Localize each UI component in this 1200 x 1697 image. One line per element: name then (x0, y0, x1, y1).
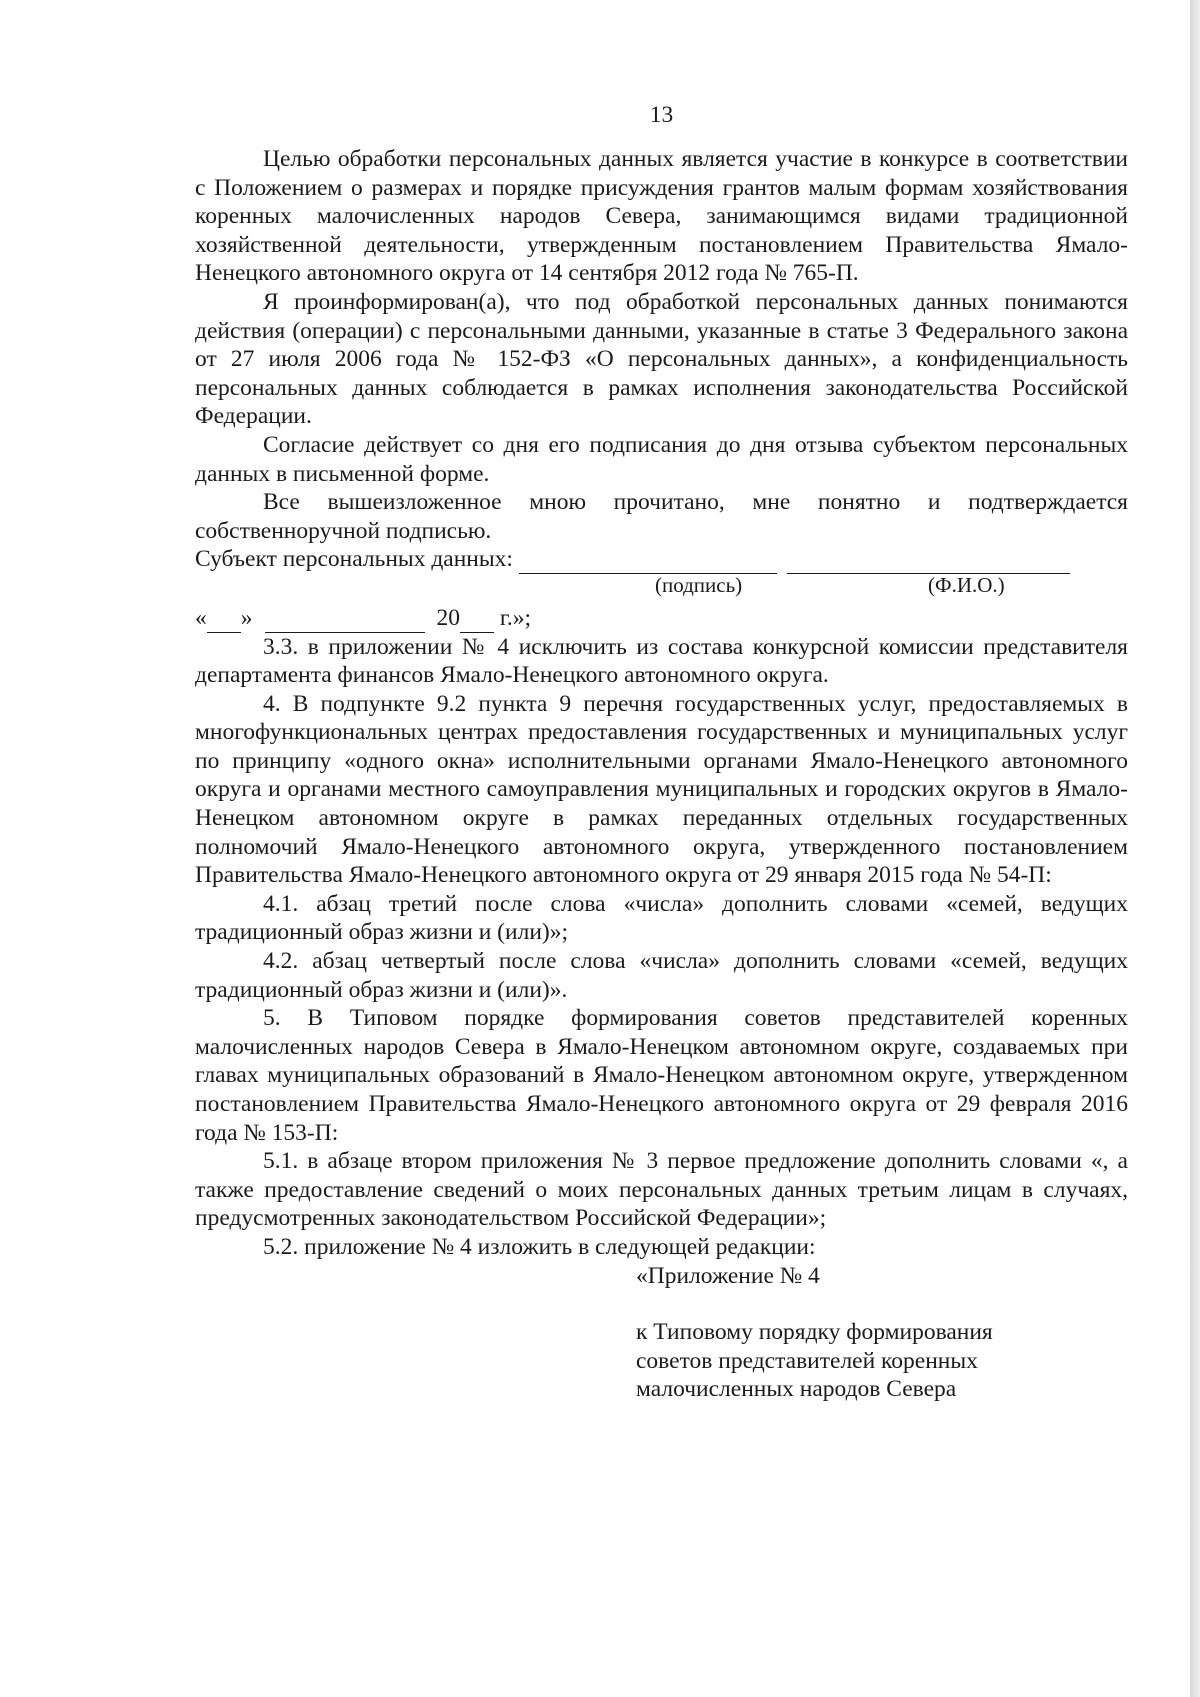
date-line (195, 604, 1128, 633)
paragraph-confirmation: Все вышеизложенное мною прочитано, мне понятно и подтверждается собственноручной подписью. (195, 489, 1128, 544)
page-number: 13 (649, 102, 674, 128)
name-caption: (Ф.И.О.) (928, 572, 1005, 597)
paragraph-3-3: 3.3. в приложении № 4 исключить из состава конкурсной комиссии представителя департамента финансов Ямало-Ненецкого автономного округа. (195, 633, 1128, 689)
page-edge-shadow (1190, 0, 1200, 1697)
year-blank (460, 610, 494, 633)
day-blank (207, 610, 241, 633)
month-blank (265, 610, 425, 633)
date-close-quote: » (240, 604, 253, 631)
paragraph-informed: Я проинформирован(а), что под обработкой персональных данных понимаются действия (операции) с персональными данными, указанные в статье 3 Федерального закона от 27 июля 2006 года № 152-ФЗ «О персональных данных», а конфиденциальность персональных данных соблюдается в рамках исполнения законодательства Российской Федерации. (195, 288, 1128, 430)
signature-label: Субъект персональных данных: (195, 546, 513, 573)
paragraph-4-1: 4.1. абзац третий после слова «числа» дополнить словами «семей, ведущих традиционный образ жизни и (или)»; (195, 890, 1128, 946)
signature-captions (195, 574, 1128, 604)
paragraph-5-1: 5.1. в абзаце втором приложения № 3 первое предложение дополнить словами «, а также предоставление сведений о моих персональных данных третьим лицам в случаях, предусмотренных законодательством Российской Федерации»; (195, 1148, 1128, 1232)
date-suffix: г.»; (494, 604, 532, 631)
appendix-heading (636, 1262, 1128, 1404)
signature-caption: (подпись) (655, 572, 743, 597)
date-open-quote: « (195, 604, 207, 631)
year-prefix: 20 (436, 604, 460, 631)
appendix-line-3: малочисленных народов Севера (636, 1376, 957, 1403)
paragraph-5: 5. В Типовом порядке формирования советов представителей коренных малочисленных народов Севера в Ямало-Ненецком автономном округе, создаваемых при главах муниципальных образований в Ямало-Ненецком автономном округе, утвержденном постановлением Правительства Ямало-Ненецкого автономного округа от 29 февраля 2016 года № 153-П: (195, 1005, 1128, 1146)
document-text (195, 145, 1128, 1404)
appendix-line-1: к Типовому порядку формирования (636, 1319, 993, 1346)
paragraph-4-2: 4.2. абзац четвертый после слова «числа» дополнить словами «семей, ведущих традиционный образ жизни и (или)». (195, 948, 1128, 1003)
appendix-line-2: советов представителей коренных (636, 1347, 978, 1374)
paragraph-consent-validity: Согласие действует со дня его подписания до дня отзыва субъектом персональных данных в письменной форме. (195, 431, 1128, 487)
appendix-title: «Приложение № 4 (636, 1262, 820, 1289)
paragraph-purpose: Целью обработки персональных данных является участие в конкурсе в соответствии с Положением о размерах и порядке присуждения грантов малым формам хозяйствования коренных малочисленных народов Севера, занимающимся видами традиционной хозяйственной деятельности, утвержденным постановлением Правительства Ямало-Ненецкого автономного округа от 14 сентября 2012 года № 765-П. (195, 146, 1128, 287)
paragraph-5-2: 5.2. приложение № 4 изложить в следующей редакции: (263, 1233, 816, 1260)
paragraph-4: 4. В подпункте 9.2 пункта 9 перечня государственных услуг, предоставляемых в многофункциональных центрах предоставления государственных и муниципальных услуг по принципу «одного окна» исполнительными органами Ямало-Ненецкого автономного округа и органами местного самоуправления муниципальных и городских округов в Ямало-Ненецком автономном округе в рамках переданных отдельных государственных полномочий Ямало-Ненецкого автономного округа, утвержденного постановлением Правительства Ямало-Ненецкого автономного округа от 29 января 2015 года № 54-П: (195, 690, 1128, 889)
